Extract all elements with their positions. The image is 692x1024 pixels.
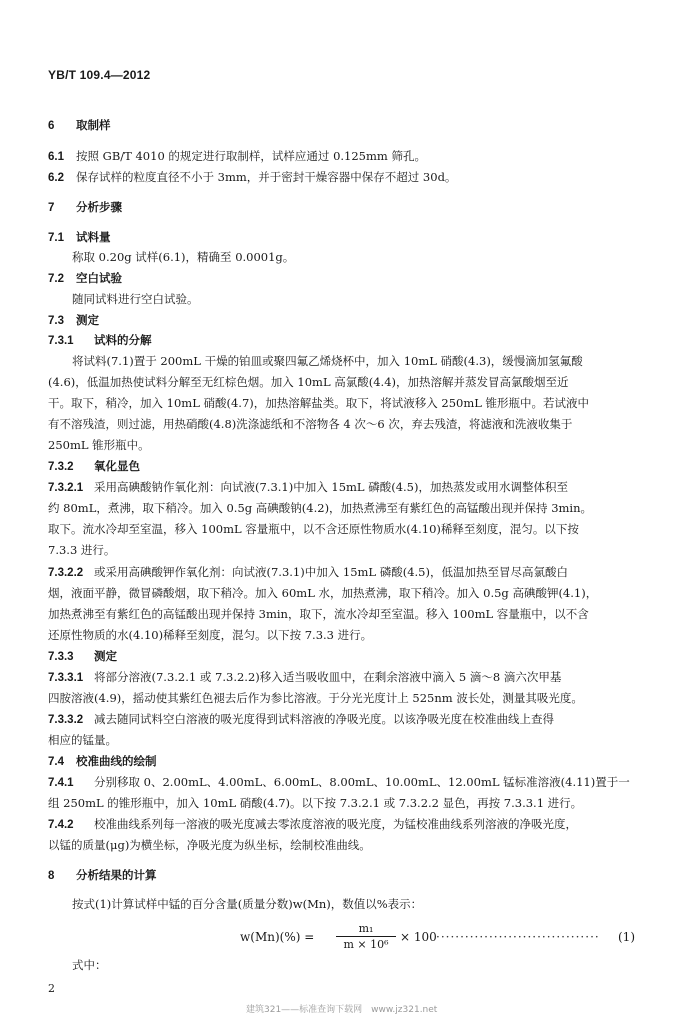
clause-7-3-3-1-line-1: 7.3.3.1 将部分溶液(7.3.2.1 或 7.3.2.2)移入适当吸收皿中，在剩余溶液中滴入 5 滴～8 滴六次甲基	[48, 670, 562, 684]
standard-number: YB/T 109.4—2012	[48, 68, 151, 82]
clause-7-3-1-heading: 7.3.1 试料的分解	[48, 335, 152, 347]
section-6-heading: 6 取制样	[48, 120, 111, 132]
clause-7-3-1-line-4: 有不溶残渣，则过滤，用热硝酸(4.8)洗涤滤纸和不溶物各 4 次～6 次，弃去残渣，将滤液和洗液收集于	[48, 417, 573, 431]
formula-leader-dots: ··································	[436, 930, 600, 944]
section-8-heading: 8 分析结果的计算	[48, 870, 157, 882]
clause-6-1: 6.1 按照 GB/T 4010 的规定进行取制样，试样应通过 0.125mm 筛孔。	[48, 149, 426, 163]
calculation-intro: 按式(1)计算试样中锰的百分含量(质量分数)w(Mn)，数值以%表示：	[72, 897, 423, 911]
clause-7-3-2-2-line-3: 加热煮沸至有紫红色的高锰酸出现并保持 3min，取下，流水冷却至室温。移入 100mL 容量瓶中，以不含	[48, 607, 589, 621]
clause-7-3-3-2-line-2: 相应的锰量。	[48, 733, 117, 747]
clause-7-3-2-1-line-3: 取下。流水冷却至室温，移入 100mL 容量瓶中，以不含还原性物质水(4.10)稀释至刻度，混匀。以下按	[48, 522, 579, 536]
clause-7-3-3-heading: 7.3.3 测定	[48, 651, 117, 663]
clause-7-4-heading: 7.4 校准曲线的绘制	[48, 756, 157, 768]
formula-fraction	[336, 922, 396, 951]
clause-6-2: 6.2 保存试样的粒度直径不小于 3mm，并于密封干燥容器中保存不超过 30d。	[48, 170, 457, 184]
formula-tail: × 100	[400, 930, 437, 944]
clause-7-3-3-2-line-1: 7.3.3.2 减去随同试料空白溶液的吸光度得到试料溶液的净吸光度。以该净吸光度在校准曲线上查得	[48, 712, 554, 726]
formula-numerator: m₁	[336, 922, 396, 937]
clause-7-3-2-2-line-2: 烟，液面平静，微冒磷酸烟，取下稍冷。加入 60mL 水，加热煮沸，取下稍冷。加入 0.5g 高碘酸钾(4.1)，	[48, 586, 598, 600]
clause-7-3-heading: 7.3 测定	[48, 315, 99, 327]
clause-7-4-1-line-2: 组 250mL 的锥形瓶中，加入 10mL 硝酸(4.7)。以下按 7.3.2.1 或 7.3.2.2 显色，再按 7.3.3.1 进行。	[48, 796, 583, 810]
clause-7-3-1-line-5: 250mL 锥形瓶中。	[48, 438, 150, 452]
clause-7-3-1-line-1: 将试料(7.1)置于 200mL 干燥的铂皿或聚四氟乙烯烧杯中，加入 10mL 硝酸(4.3)，缓慢滴加氢氟酸	[72, 354, 583, 368]
formula-1	[240, 922, 640, 952]
clause-7-1-heading: 7.1 试料量	[48, 232, 111, 244]
clause-7-4-1-line-1: 7.4.1 分别移取 0、2.00mL、4.00mL、6.00mL、8.00mL、10.00mL、12.00mL 锰标准溶液(4.11)置于一	[48, 775, 630, 789]
clause-7-3-2-heading: 7.3.2 氧化显色	[48, 461, 140, 473]
clause-7-2-heading: 7.2 空白试验	[48, 273, 122, 285]
clause-7-3-1-line-2: (4.6)，低温加热使试料分解至无红棕色烟。加入 10mL 高氯酸(4.4)，加热溶解并蒸发冒高氯酸烟至近	[48, 375, 569, 389]
clause-7-3-2-1-line-4: 7.3.3 进行。	[48, 543, 116, 557]
clause-7-3-2-2-line-1: 7.3.2.2 或采用高碘酸钾作氧化剂：向试液(7.3.1)中加入 15mL 磷酸(4.5)，低温加热至冒尽高氯酸白	[48, 565, 568, 579]
clause-7-3-2-2-line-4: 还原性物质的水(4.10)稀释至刻度，混匀。以下按 7.3.3 进行。	[48, 628, 373, 642]
clause-7-3-2-1-line-1: 7.3.2.1 采用高碘酸钠作氧化剂：向试液(7.3.1)中加入 15mL 磷酸(4.5)，加热蒸发或用水调整体积至	[48, 480, 568, 494]
section-7-heading: 7 分析步骤	[48, 202, 122, 214]
formula-number: (1)	[618, 930, 635, 944]
formula-lhs: w(Mn)(%) =	[240, 930, 315, 944]
where-label: 式中：	[72, 958, 107, 972]
clause-7-3-3-1-line-2: 四胺溶液(4.9)，摇动使其紫红色褪去后作为参比溶液。于分光光度计上 525nm 波长处，测量其吸光度。	[48, 691, 583, 705]
watermark-footer: 建筑321——标准查询下载网 www.jz321.net	[246, 1005, 438, 1015]
clause-7-1-text: 称取 0.20g 试样(6.1)，精确至 0.0001g。	[72, 250, 295, 264]
formula-denominator: m × 10⁶	[343, 938, 389, 951]
clause-7-3-1-line-3: 干。取下，稍冷，加入 10mL 硝酸(4.7)，加热溶解盐类。取下，将试液移入 250mL 锥形瓶中。若试液中	[48, 396, 590, 410]
clause-7-3-2-1-line-2: 约 80mL，煮沸，取下稍冷。加入 0.5g 高碘酸钠(4.2)，加热煮沸至有紫红色的高锰酸出现并保持 3min。	[48, 501, 593, 515]
page-number: 2	[48, 982, 55, 995]
clause-7-4-2-line-2: 以锰的质量(μg)为横坐标，净吸光度为纵坐标，绘制校准曲线。	[48, 838, 371, 852]
clause-7-2-text: 随同试料进行空白试验。	[72, 292, 199, 306]
clause-7-4-2-line-1: 7.4.2 校准曲线系列每一溶液的吸光度减去零浓度溶液的吸光度，为锰校准曲线系列溶液的净吸光度，	[48, 817, 577, 831]
